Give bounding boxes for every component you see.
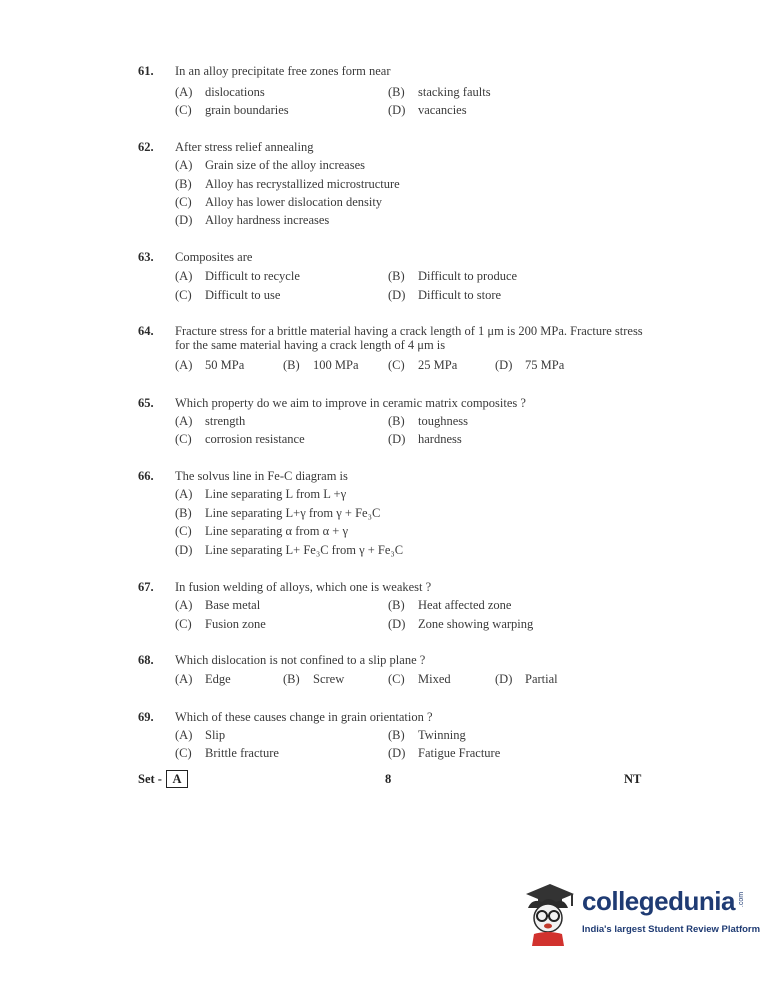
brand-suffix: .com (738, 891, 746, 908)
question-number: 65. (138, 396, 154, 410)
option-d: (D) Partial (495, 672, 558, 686)
option-c: (C) Line separating α from α + γ (175, 524, 348, 538)
option-a: (A) 50 MPa (175, 358, 245, 372)
question-text: Fracture stress for a brittle material having a crack length of 1 μm is 200 MPa. Fracture stress for the same material having a crack length of 4 μm is (175, 324, 643, 352)
option-b: (B) Screw (283, 672, 345, 686)
option-c: (C) grain boundaries (175, 103, 289, 117)
option-c: (C) Brittle fracture (175, 746, 279, 760)
option-c: (C) Fusion zone (175, 617, 266, 631)
option-b: (B) Heat affected zone (388, 598, 512, 612)
option-b: (B) Line separating L+γ from γ + Fe₃C (175, 506, 381, 520)
question-text: In an alloy precipitate free zones form near (175, 64, 391, 78)
question-number: 66. (138, 469, 154, 483)
set-box: A (166, 770, 188, 788)
question-number: 67. (138, 580, 154, 594)
option-b: (B) Difficult to produce (388, 269, 518, 283)
set-label: Set - (138, 772, 162, 786)
option-c: (C) Mixed (388, 672, 451, 686)
option-c: (C) 25 MPa (388, 358, 458, 372)
option-a: (A) strength (175, 414, 246, 428)
mascot-icon (518, 880, 578, 950)
question-number: 61. (138, 64, 154, 78)
option-b: (B) Twinning (388, 728, 466, 742)
option-b: (B) stacking faults (388, 85, 491, 99)
option-a: (A) Difficult to recycle (175, 269, 300, 283)
option-d: (D) Line separating L+ Fe₃C from γ + Fe₃C (175, 543, 404, 557)
question-number: 68. (138, 653, 154, 667)
option-d: (D) Alloy hardness increases (175, 213, 330, 227)
question-number: 64. (138, 324, 154, 338)
option-b: (B) Alloy has recrystallized microstructure (175, 177, 400, 191)
question-number: 62. (138, 140, 154, 154)
option-b: (B) toughness (388, 414, 468, 428)
option-d: (D) Fatigue Fracture (388, 746, 501, 760)
question-text: In fusion welding of alloys, which one is weakest ? (175, 580, 432, 594)
option-c: (C) corrosion resistance (175, 432, 305, 446)
page-number: 8 (385, 772, 392, 786)
option-a: (A) dislocations (175, 85, 265, 99)
option-a: (A) Edge (175, 672, 231, 686)
option-a: (A) Line separating L from L +γ (175, 487, 347, 501)
brand-tagline: India's largest Student Review Platform (582, 924, 761, 935)
collegedunia-logo (518, 880, 761, 950)
question-text: After stress relief annealing (175, 140, 314, 154)
option-a: (A) Slip (175, 728, 226, 742)
option-d: (D) Difficult to store (388, 288, 502, 302)
option-d: (D) 75 MPa (495, 358, 565, 372)
paper-code: NT (624, 772, 642, 786)
option-b: (B) 100 MPa (283, 358, 359, 372)
question-number: 69. (138, 710, 154, 724)
question-number: 63. (138, 250, 154, 264)
option-d: (D) hardness (388, 432, 462, 446)
question-text: Composites are (175, 250, 253, 264)
option-d: (D) Zone showing warping (388, 617, 534, 631)
option-c: (C) Alloy has lower dislocation density (175, 195, 383, 209)
option-d: (D) vacancies (388, 103, 467, 117)
question-text: Which property do we aim to improve in ceramic matrix composites ? (175, 396, 526, 410)
question-text: Which dislocation is not confined to a slip plane ? (175, 653, 426, 667)
question-text: Which of these causes change in grain orientation ? (175, 710, 433, 724)
option-c: (C) Difficult to use (175, 288, 281, 302)
option-a: (A) Grain size of the alloy increases (175, 158, 366, 172)
page-footer (0, 772, 777, 792)
brand-name: collegedunia (582, 886, 735, 916)
question-text: The solvus line in Fe-C diagram is (175, 469, 348, 483)
option-a: (A) Base metal (175, 598, 261, 612)
